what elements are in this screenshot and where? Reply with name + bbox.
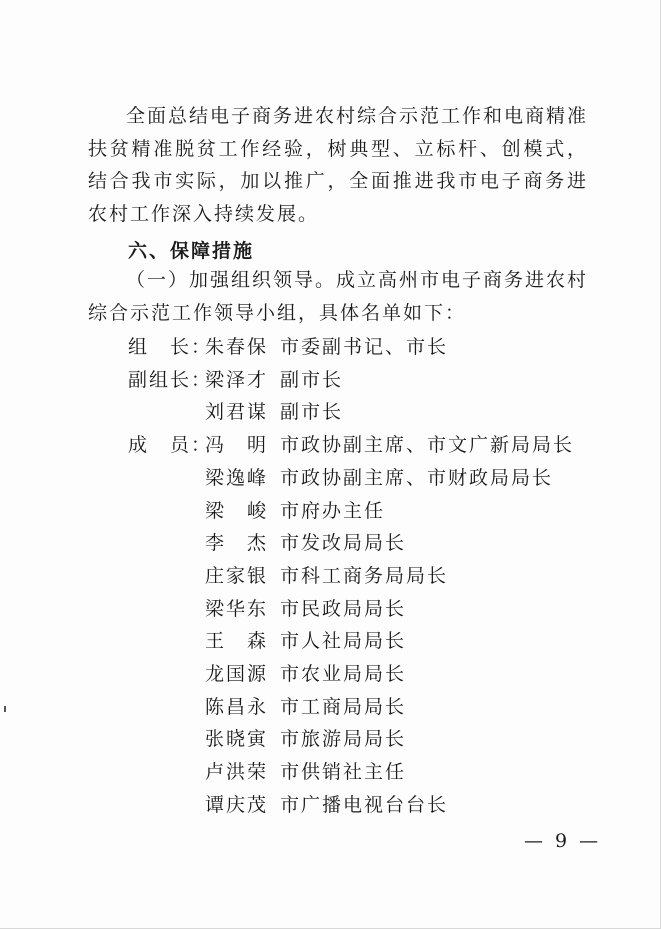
member-title: 市广播电视台台长 [280, 793, 449, 816]
member-row [0, 529, 661, 557]
member-title: 市发改局局长 [280, 532, 407, 555]
member-name: 刘君谋 [205, 401, 269, 424]
member-row [0, 366, 661, 394]
intro-paragraph: 全面总结电子商务进农村综合示范工作和电商精准扶贫精准脱贫工作经验，树典型、立标杆、创模式，结合我市实际，加以推广，全面推进我市电子商务进农村工作深入持续发展。 [88, 105, 589, 225]
member-title: 市府办主任 [280, 499, 386, 522]
member-row [0, 398, 661, 426]
member-name: 梁 峻 [205, 499, 269, 522]
member-title: 市民政局局长 [280, 597, 407, 620]
member-name: 冯 明 [205, 434, 269, 457]
member-name: 梁泽才 [205, 368, 269, 391]
subsection-paragraph: （一）加强组织领导。成立高州市电子商务进农村综合示范工作领导小组，具体名单如下： [88, 269, 589, 324]
page-number: — 9 — [524, 830, 602, 852]
member-title: 市政协副主席、市文广新局局长 [280, 434, 575, 457]
member-role: 组 长： [128, 336, 213, 358]
member-name: 王 森 [205, 630, 269, 653]
member-title: 市供销社主任 [280, 761, 407, 784]
member-role: 成 员： [128, 434, 213, 457]
margin-mark [4, 706, 6, 712]
member-row [0, 693, 661, 721]
member-row [0, 464, 661, 492]
member-row [0, 758, 661, 786]
member-row [0, 791, 661, 819]
member-title: 市人社局局长 [280, 630, 407, 653]
member-name: 梁华东 [205, 597, 269, 620]
member-row [0, 431, 661, 459]
member-row [0, 595, 661, 623]
member-title: 市旅游局局长 [280, 728, 407, 751]
member-name: 庄家银 [205, 564, 269, 587]
member-name: 卢洪荣 [205, 761, 269, 784]
member-title: 副市长 [280, 401, 344, 424]
member-name: 谭庆茂 [205, 793, 269, 816]
member-row [0, 333, 661, 361]
member-row [0, 627, 661, 655]
member-title: 市工商局局长 [280, 695, 407, 718]
member-name: 朱春保 [205, 336, 269, 358]
member-title: 市委副书记、市长 [280, 336, 449, 358]
member-title: 市科工商务局局长 [280, 564, 449, 587]
member-name: 梁逸峰 [205, 466, 269, 489]
member-title: 副市长 [280, 368, 344, 391]
member-name: 张晓寅 [205, 728, 269, 751]
section-heading: 六、保障措施 [128, 240, 255, 262]
member-name: 李 杰 [205, 532, 269, 555]
member-title: 市政协副主席、市财政局局长 [280, 466, 554, 489]
member-row [0, 562, 661, 590]
member-row [0, 725, 661, 753]
member-role: 副组长： [128, 368, 213, 391]
member-name: 龙国源 [205, 663, 269, 685]
member-row [0, 660, 661, 688]
member-row [0, 497, 661, 525]
member-name: 陈昌永 [205, 695, 269, 718]
member-title: 市农业局局长 [280, 663, 407, 685]
